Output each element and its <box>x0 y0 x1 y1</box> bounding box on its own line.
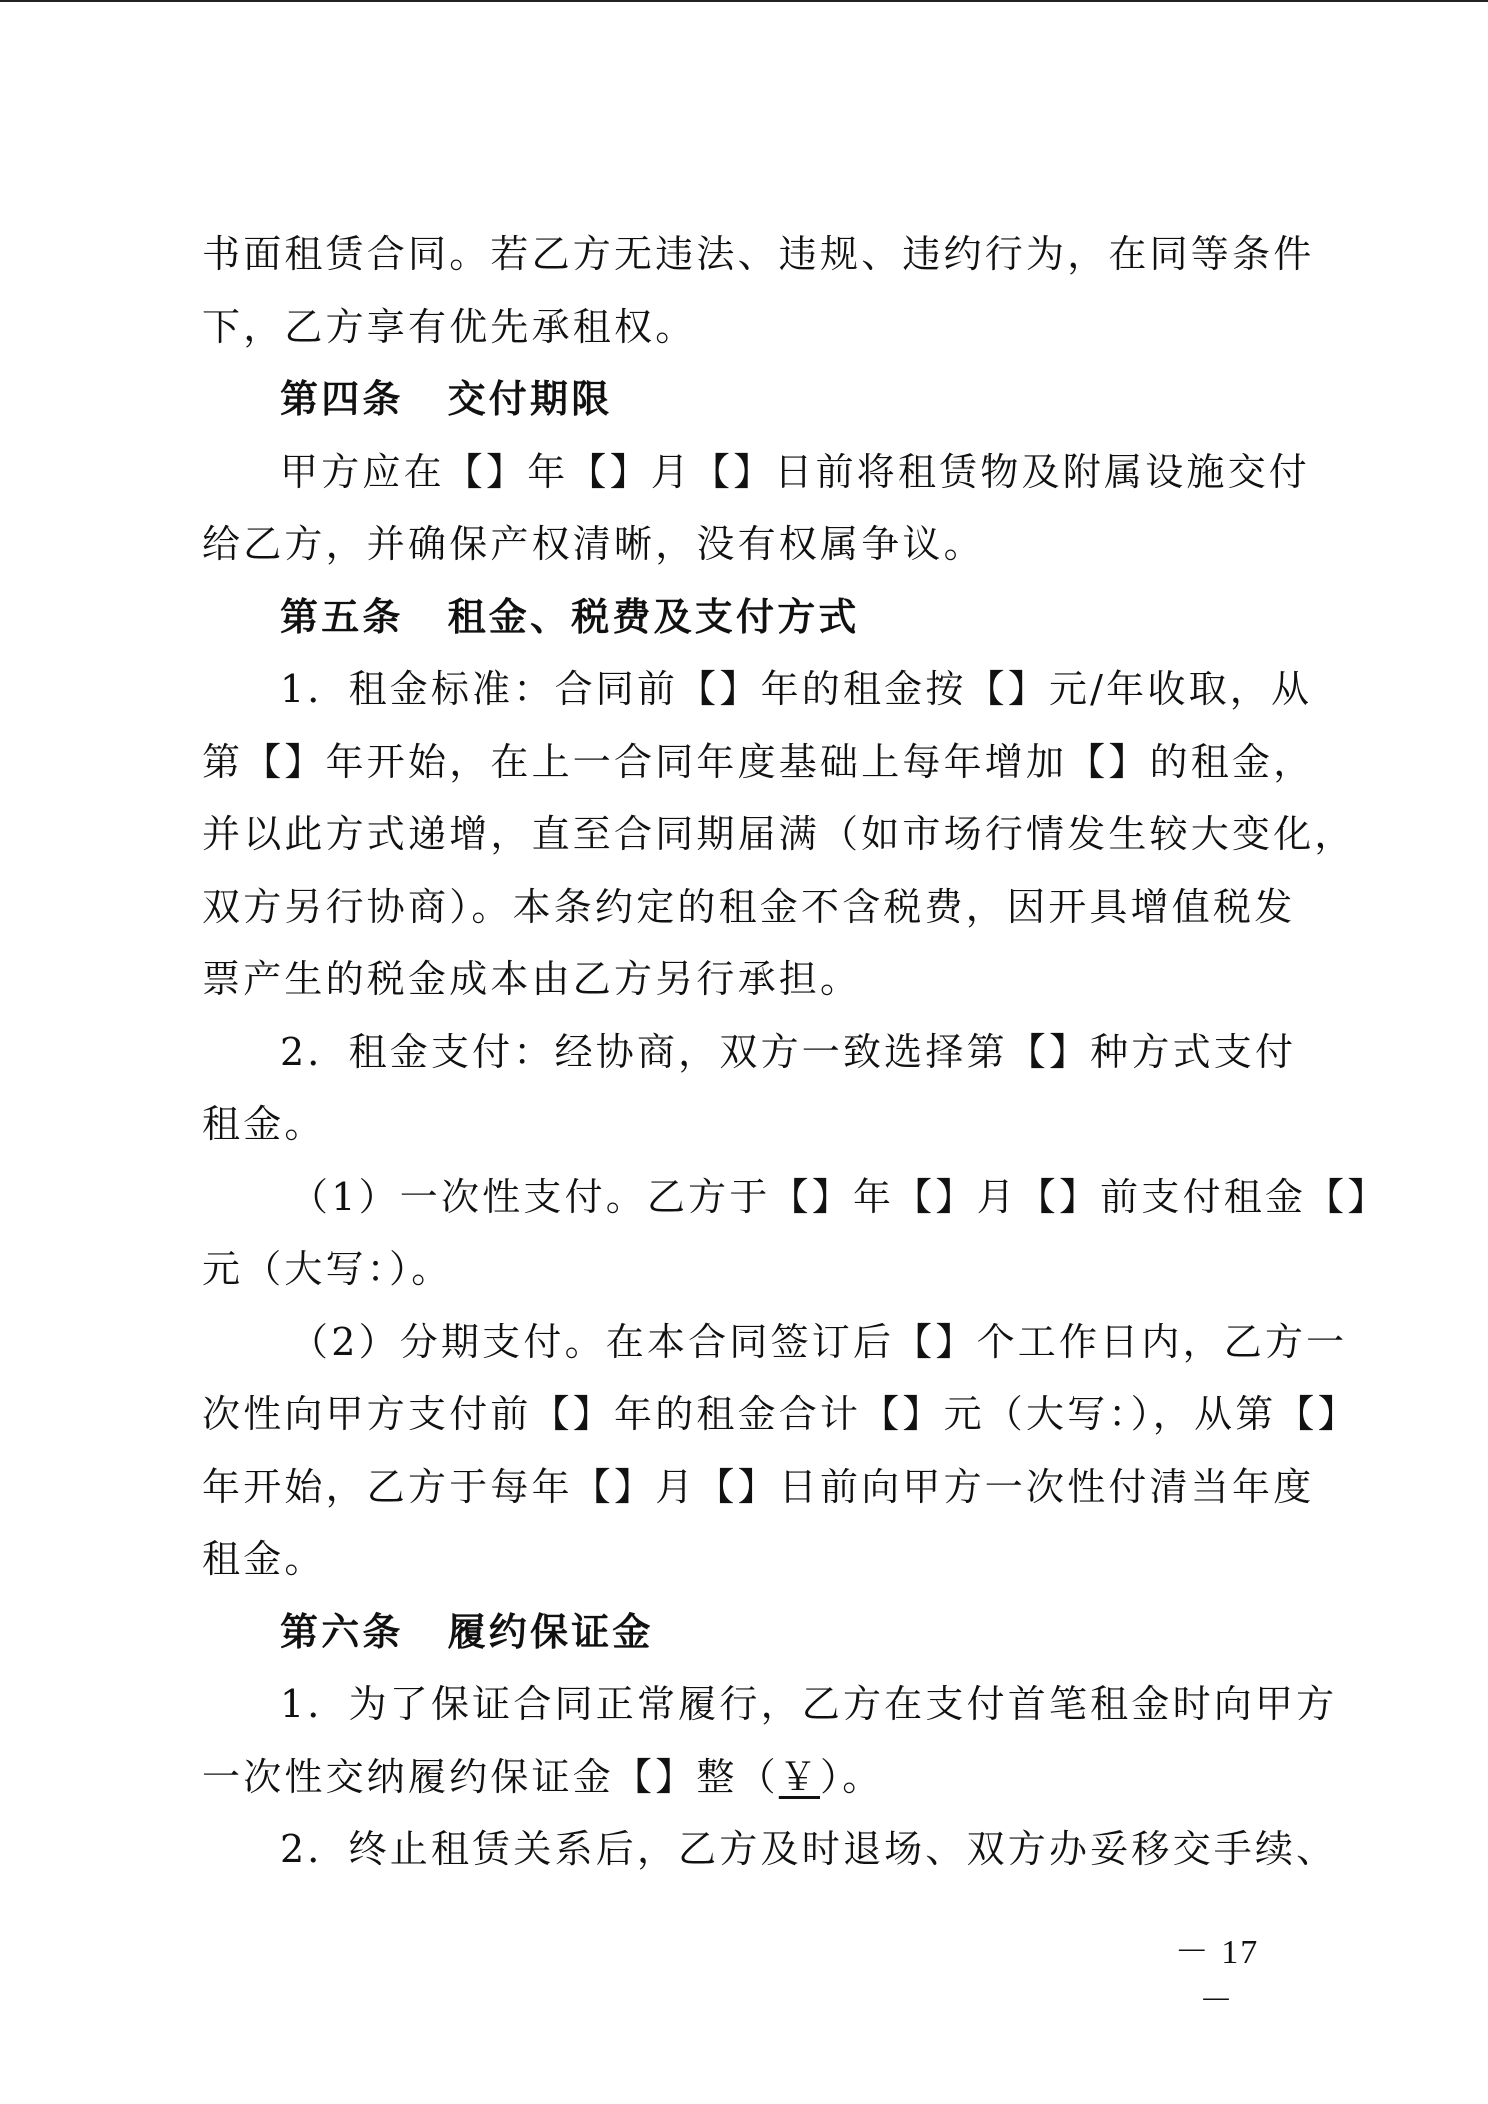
article-6-number: 第六条 <box>280 1609 404 1654</box>
article-4-line-2: 给乙方，并确保产权清晰，没有权属争议。 <box>202 522 985 566</box>
article-5-option-2-line-2: 次性向甲方支付前【】年的租金合计【】元（大写：），从第【】 <box>202 1392 1359 1436</box>
article-4-heading <box>202 363 1290 436</box>
article-6-heading <box>202 1596 1290 1669</box>
deposit-text-after: ）。 <box>820 1754 884 1799</box>
article-5-item-1-line-3: 并以此方式递增，直至合同期届满（如市场行情发生较大变化， <box>202 812 1356 856</box>
article-5-number: 第五条 <box>280 594 404 639</box>
article-4-title: 交付期限 <box>447 377 613 421</box>
article-5-item-1-line-1: 1．租金标准：合同前【】年的租金按【】元/年收取，从 <box>280 667 1313 711</box>
article-5-option-1-line-2: 元（大写：）。 <box>202 1247 453 1291</box>
article-6-title: 履约保证金 <box>447 1609 654 1654</box>
article-6-item-1-line-1: 1．为了保证合同正常履行，乙方在支付首笔租金时向甲方 <box>280 1682 1338 1726</box>
top-border-line <box>0 0 1488 2</box>
article-5-option-2-line-4: 租金。 <box>202 1537 326 1581</box>
deposit-text-before: 一次性交纳履约保证金【】整（ <box>202 1754 779 1799</box>
article-6-item-1-line-2 <box>202 1741 1290 1814</box>
deposit-currency-symbol: ￥ <box>778 1754 821 1799</box>
article-5-item-2-line-1: 2．租金支付：经协商，双方一致选择第【】种方式支付 <box>280 1029 1297 1074</box>
page-number: － 17 － <box>1174 1934 1260 2020</box>
article-5-option-2-line-3: 年开始，乙方于每年【】月【】日前向甲方一次性付清当年度 <box>202 1464 1315 1509</box>
article-4-line-1: 甲方应在【】年【】月【】日前将租赁物及附属设施交付 <box>280 449 1311 494</box>
document-body <box>202 218 1389 1886</box>
continuation-line-2: 下，乙方享有优先承租权。 <box>202 304 697 349</box>
article-5-item-1-line-4: 双方另行协商）。本条约定的租金不含税费，因开具增值税发 <box>202 884 1296 929</box>
article-5-option-1-line-1: （1）一次性支付。乙方于【】年【】月【】前支付租金【】 <box>290 1174 1389 1219</box>
continuation-line-1: 书面租赁合同。若乙方无违法、违规、违约行为，在同等条件 <box>202 232 1315 276</box>
article-5-item-1-line-2: 第【】年开始，在上一合同年度基础上每年增加【】的租金， <box>202 739 1315 784</box>
article-6-item-2-line-1: 2．终止租赁关系后，乙方及时退场、双方办妥移交手续、 <box>280 1827 1338 1871</box>
article-4-number: 第四条 <box>280 377 404 421</box>
article-5-title: 租金、税费及支付方式 <box>447 594 860 639</box>
article-5-option-2-line-1: （2）分期支付。在本合同签订后【】个工作日内，乙方一 <box>290 1319 1348 1364</box>
article-5-heading <box>202 581 1290 654</box>
article-5-item-1-line-5: 票产生的税金成本由乙方另行承担。 <box>202 957 862 1001</box>
article-5-item-2-line-2: 租金。 <box>202 1102 326 1146</box>
